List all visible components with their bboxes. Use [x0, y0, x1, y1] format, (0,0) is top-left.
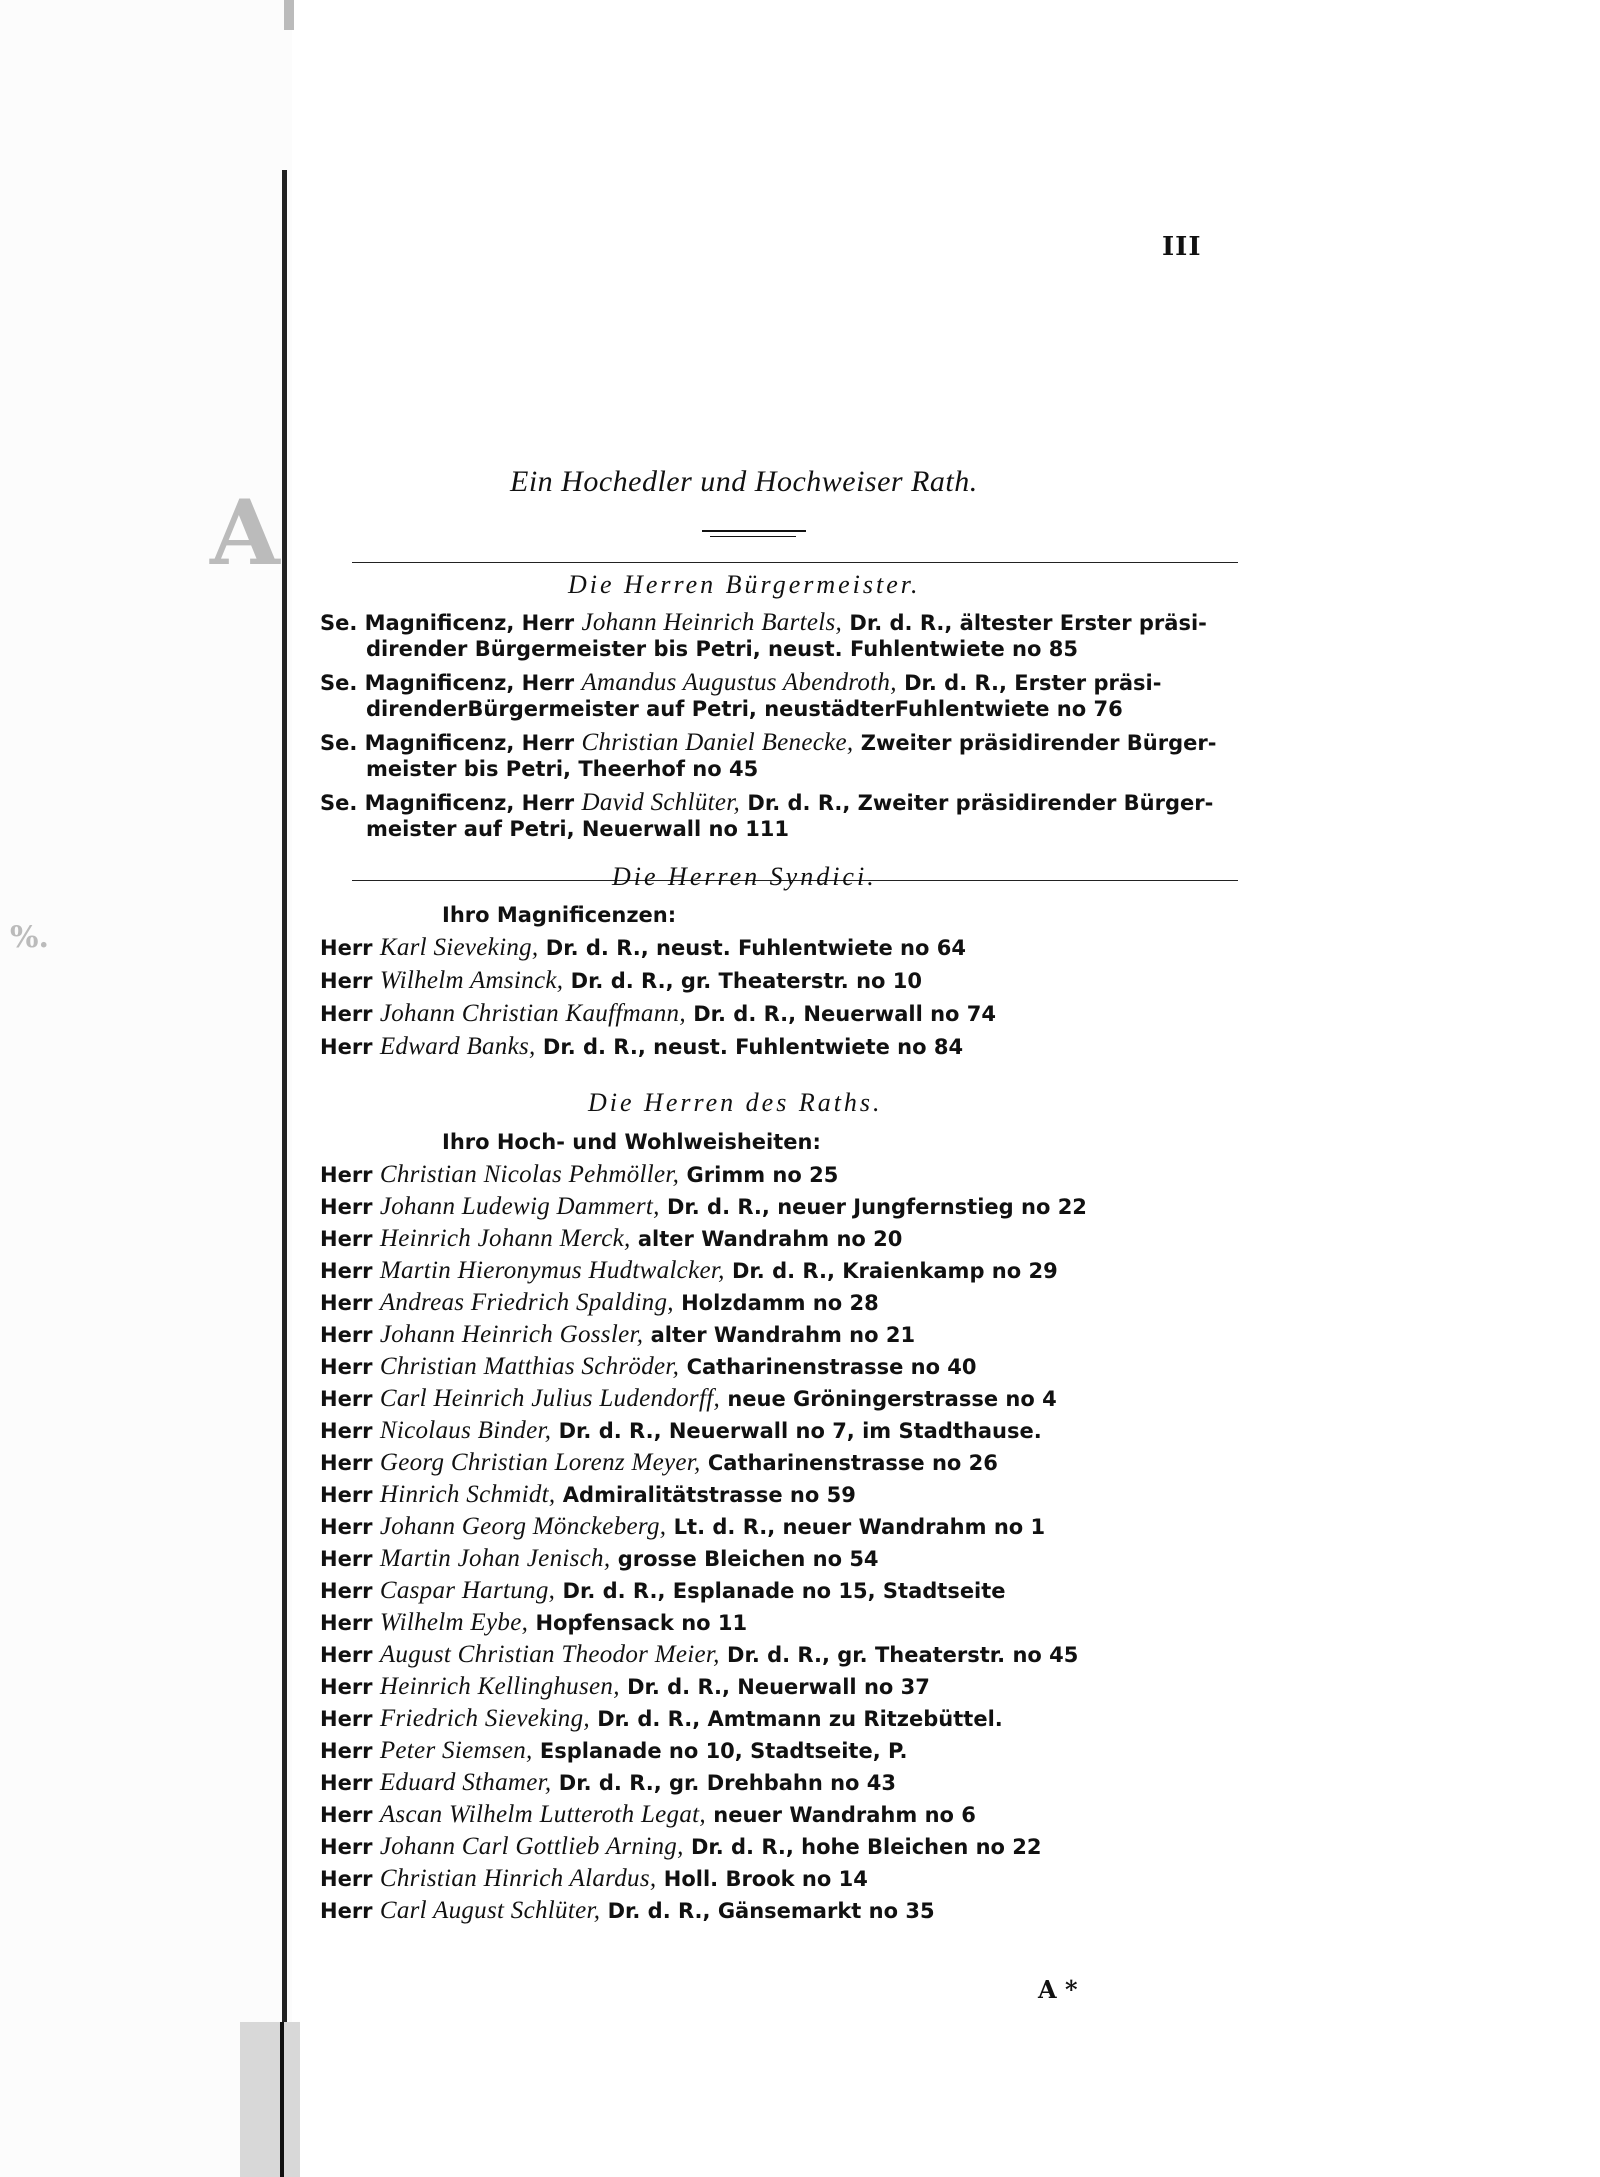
entry-name: Christian Nicolas Pehmöller, [379, 1161, 680, 1188]
list-item [320, 1226, 1200, 1252]
entry-detail: Holzdamm no 28 [681, 1291, 879, 1315]
entry-detail: Dr. d. R., gr. Drehbahn no 43 [558, 1771, 897, 1795]
page-binding-edge [282, 170, 287, 2030]
list-item [320, 1322, 1200, 1348]
entry-detail: Dr. d. R., Zweiter präsidirender Bürger- [747, 791, 1214, 815]
entry-prefix: Herr [320, 1259, 373, 1283]
section-subtitle: Ihro Hoch- und Wohlweisheiten: [442, 1130, 821, 1154]
entry-prefix: Herr [320, 1643, 373, 1667]
entry-name: Johann Ludewig Dammert, [379, 1193, 660, 1220]
entry-prefix: Se. Magnificenz, Herr [320, 611, 575, 635]
entry-detail: Dr. d. R., neust. Fuhlentwiete no 64 [545, 936, 966, 960]
entry-name: Ascan Wilhelm Lutteroth Legat, [379, 1801, 706, 1828]
list-item [320, 1738, 1200, 1764]
entry-detail: neuer Wandrahm no 6 [713, 1803, 976, 1827]
section-title-syndici: Die Herren Syndici. [612, 862, 877, 891]
title-rule [710, 536, 796, 537]
list-item [320, 1258, 1200, 1284]
section-title-buergermeister: Die Herren Bürgermeister. [568, 570, 921, 599]
list-item [320, 1578, 1200, 1604]
entry-detail: Esplanade no 10, Stadtseite, P. [539, 1739, 908, 1763]
entry-prefix: Herr [320, 1163, 373, 1187]
entry-name: Johann Georg Mönckeberg, [379, 1513, 667, 1540]
entry-prefix: Herr [320, 1611, 373, 1635]
list-item [320, 935, 1200, 961]
list-item [320, 1450, 1200, 1476]
entry-detail: Dr. d. R., Neuerwall no 74 [693, 1002, 996, 1026]
entry-prefix: Herr [320, 936, 373, 960]
entry-detail: Admiralitätstrasse no 59 [562, 1483, 856, 1507]
entry-prefix: Herr [320, 1419, 373, 1443]
entry-detail-continued: meister auf Petri, Neuerwall no 111 [366, 817, 790, 841]
section-title-raths: Die Herren des Raths. [588, 1088, 883, 1117]
entry-name: Edward Banks, [379, 1033, 536, 1060]
entry-detail: Dr. d. R., Amtmann zu Ritzebüttel. [597, 1707, 1003, 1731]
facing-page-fragment: A [210, 480, 280, 586]
list-item [320, 609, 1207, 662]
list-item [320, 1610, 1200, 1636]
entry-name: Christian Hinrich Alardus, [379, 1865, 657, 1892]
entry-prefix: Herr [320, 1803, 373, 1827]
entry-name: Christian Daniel Benecke, [581, 729, 854, 756]
entry-name: Peter Siemsen, [379, 1737, 533, 1764]
entry-detail: Catharinenstrasse no 40 [686, 1355, 977, 1379]
entry-name: Caspar Hartung, [379, 1577, 556, 1604]
entry-prefix: Herr [320, 1035, 373, 1059]
list-item [320, 1194, 1200, 1220]
list-item [320, 1386, 1200, 1412]
entry-name: Heinrich Johann Merck, [379, 1225, 631, 1252]
entry-prefix: Se. Magnificenz, Herr [320, 731, 575, 755]
entry-prefix: Herr [320, 1579, 373, 1603]
list-item [320, 1482, 1200, 1508]
entry-name: Johann Carl Gottlieb Arning, [379, 1833, 684, 1860]
list-item [320, 1802, 1200, 1828]
entry-name: Hinrich Schmidt, [379, 1481, 556, 1508]
entry-name: Friedrich Sieveking, [379, 1705, 590, 1732]
entry-prefix: Herr [320, 1355, 373, 1379]
entry-detail-continued: meister bis Petri, Theerhof no 45 [366, 757, 759, 781]
list-item [320, 1546, 1200, 1572]
entry-detail: Dr. d. R., gr. Theaterstr. no 45 [727, 1643, 1079, 1667]
entry-name: Amandus Augustus Abendroth, [581, 669, 897, 696]
entry-name: Eduard Sthamer, [379, 1769, 552, 1796]
entry-prefix: Herr [320, 969, 373, 993]
list-item [320, 1162, 1200, 1188]
entry-prefix: Herr [320, 1547, 373, 1571]
entry-detail: Grimm no 25 [686, 1163, 839, 1187]
entry-detail: Hopfensack no 11 [535, 1611, 748, 1635]
entry-detail: alter Wandrahm no 21 [650, 1323, 916, 1347]
entry-detail: Dr. d. R., Gänsemarkt no 35 [607, 1899, 935, 1923]
entry-detail-continued: dirender Bürgermeister bis Petri, neust. Fuhlentwiete no 85 [366, 637, 1078, 661]
signature-mark: A * [1038, 1975, 1078, 2004]
entry-detail: Lt. d. R., neuer Wandrahm no 1 [673, 1515, 1046, 1539]
list-item [320, 1418, 1200, 1444]
entry-detail: Zweiter präsidirender Bürger- [860, 731, 1217, 755]
entry-name: Wilhelm Amsinck, [379, 967, 564, 994]
list-item [320, 1290, 1200, 1316]
list-item [320, 1674, 1200, 1700]
entry-prefix: Herr [320, 1835, 373, 1859]
entry-detail: Dr. d. R., hohe Bleichen no 22 [690, 1835, 1042, 1859]
entry-detail: Dr. d. R., neuer Jungfernstieg no 22 [666, 1195, 1087, 1219]
list-item [320, 1514, 1200, 1540]
entry-prefix: Herr [320, 1515, 373, 1539]
list-item [320, 1354, 1200, 1380]
list-item [320, 1034, 1200, 1060]
entry-name: David Schlüter, [581, 789, 741, 816]
entry-prefix: Herr [320, 1227, 373, 1251]
page-number: III [1162, 232, 1202, 262]
facing-page-fragment: %. [10, 920, 49, 955]
entry-name: Andreas Friedrich Spalding, [379, 1289, 674, 1316]
entry-detail: Holl. Brook no 14 [663, 1867, 868, 1891]
list-item [320, 1001, 1200, 1027]
entry-detail: Dr. d. R., Kraienkamp no 29 [732, 1259, 1058, 1283]
entry-name: Carl Heinrich Julius Ludendorff, [379, 1385, 720, 1412]
entry-detail: Dr. d. R., Erster präsi- [904, 671, 1162, 695]
document-page [300, 170, 1300, 2030]
entry-name: Nicolaus Binder, [379, 1417, 552, 1444]
entry-prefix: Herr [320, 1387, 373, 1411]
section-subtitle: Ihro Magnificenzen: [442, 903, 677, 927]
entry-name: Georg Christian Lorenz Meyer, [379, 1449, 701, 1476]
entry-prefix: Herr [320, 1707, 373, 1731]
entry-prefix: Herr [320, 1002, 373, 1026]
entry-detail: Dr. d. R., Neuerwall no 37 [627, 1675, 930, 1699]
entry-name: Carl August Schlüter, [379, 1897, 601, 1924]
title-rule [702, 530, 806, 532]
list-item [320, 1898, 1200, 1924]
section-divider [352, 562, 1238, 563]
entry-name: Heinrich Kellinghusen, [379, 1673, 620, 1700]
entry-name: Martin Johan Jenisch, [379, 1545, 611, 1572]
facing-page-strip [0, 0, 292, 2177]
entry-prefix: Se. Magnificenz, Herr [320, 671, 575, 695]
entry-name: August Christian Theodor Meier, [379, 1641, 720, 1668]
list-item [320, 1642, 1200, 1668]
entry-prefix: Herr [320, 1771, 373, 1795]
entry-prefix: Se. Magnificenz, Herr [320, 791, 575, 815]
entry-detail: Dr. d. R., ältester Erster präsi- [849, 611, 1207, 635]
list-item [320, 789, 1214, 842]
list-item [320, 729, 1217, 782]
entry-prefix: Herr [320, 1483, 373, 1507]
entry-detail: Dr. d. R., gr. Theaterstr. no 10 [570, 969, 922, 993]
list-item [320, 1770, 1200, 1796]
entry-prefix: Herr [320, 1195, 373, 1219]
list-item [320, 1706, 1200, 1732]
entry-prefix: Herr [320, 1739, 373, 1763]
entry-prefix: Herr [320, 1451, 373, 1475]
entry-name: Martin Hieronymus Hudtwalcker, [379, 1257, 725, 1284]
entry-prefix: Herr [320, 1291, 373, 1315]
entry-detail: Catharinenstrasse no 26 [707, 1451, 998, 1475]
entry-prefix: Herr [320, 1867, 373, 1891]
entry-name: Johann Heinrich Bartels, [581, 609, 843, 636]
entry-detail: Dr. d. R., neust. Fuhlentwiete no 84 [542, 1035, 964, 1059]
entry-detail: grosse Bleichen no 54 [617, 1547, 879, 1571]
entry-name: Johann Heinrich Gossler, [379, 1321, 644, 1348]
entry-name: Karl Sieveking, [379, 934, 539, 961]
list-item [320, 1834, 1200, 1860]
entry-prefix: Herr [320, 1323, 373, 1347]
entry-prefix: Herr [320, 1899, 373, 1923]
entry-prefix: Herr [320, 1675, 373, 1699]
list-item [320, 1866, 1200, 1892]
list-item [320, 968, 1200, 994]
scan-edge [284, 0, 294, 30]
entry-name: Christian Matthias Schröder, [379, 1353, 680, 1380]
page-bottom-edge [240, 2022, 300, 2177]
entry-detail: Dr. d. R., Esplanade no 15, Stadtseite [562, 1579, 1006, 1603]
page-title: Ein Hochedler und Hochweiser Rath. [510, 465, 978, 498]
entry-detail: neue Gröningerstrasse no 4 [727, 1387, 1057, 1411]
entry-detail: Dr. d. R., Neuerwall no 7, im Stadthause. [558, 1419, 1042, 1443]
entry-name: Wilhelm Eybe, [379, 1609, 529, 1636]
entry-detail-continued: direnderBürgermeister auf Petri, neustädterFuhlentwiete no 76 [366, 697, 1123, 721]
list-item [320, 670, 1200, 722]
entry-name: Johann Christian Kauffmann, [379, 1000, 686, 1027]
entry-detail: alter Wandrahm no 20 [637, 1227, 903, 1251]
